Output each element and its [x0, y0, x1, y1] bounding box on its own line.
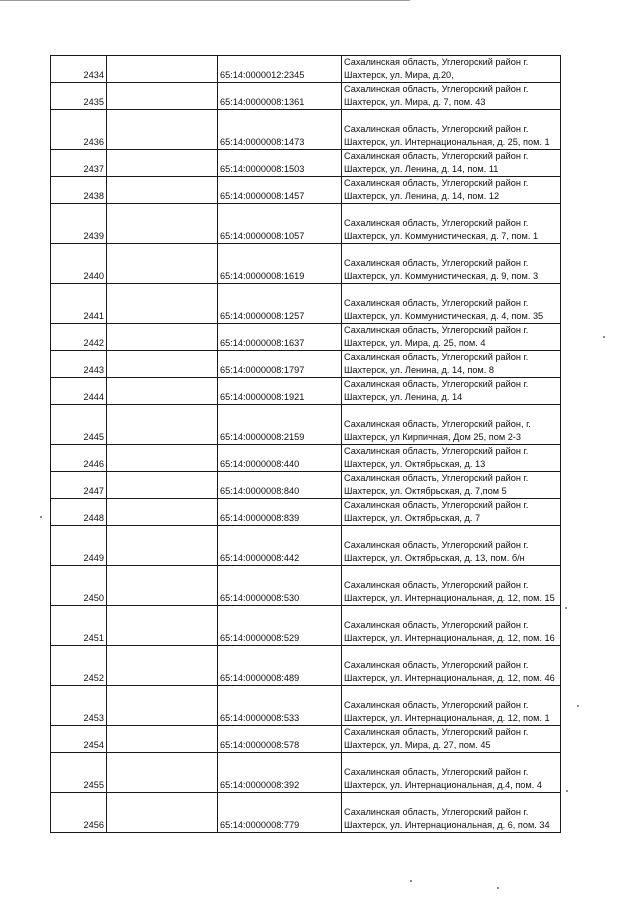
cadastral-number: 65:14:0000008:1057: [218, 204, 342, 244]
row-number: 2448: [51, 499, 107, 526]
table-row: [51, 378, 561, 405]
row-number: 2440: [51, 244, 107, 284]
address-cell: Сахалинская область, Углегорский район, г. Шахтерск, ул Кирпичная, Дом 25, пом 2-3: [342, 405, 561, 445]
address-cell: Сахалинская область, Углегорский район г. Шахтерск, ул. Интернациональная, д. 25, пом. 1: [342, 110, 561, 150]
table-row: [51, 686, 561, 726]
empty-cell: [107, 83, 218, 110]
address-cell: Сахалинская область, Углегорский район г. Шахтерск, ул. Коммунистическая, д. 7, пом. 1: [342, 204, 561, 244]
address-cell: Сахалинская область, Углегорский район г. Шахтерск, ул. Ленина, д. 14, пом. 8: [342, 351, 561, 378]
empty-cell: [107, 726, 218, 753]
empty-cell: [107, 606, 218, 646]
scan-speck: [603, 336, 605, 338]
address-cell: Сахалинская область, Углегорский район г. Шахтерск, ул. Интернациональная, д. 6, пом. 34: [342, 793, 561, 833]
empty-cell: [107, 445, 218, 472]
table-row: [51, 445, 561, 472]
empty-cell: [107, 646, 218, 686]
row-number: 2451: [51, 606, 107, 646]
address-cell: Сахалинская область, Углегорский район г. Шахтерск, ул. Интернациональная, д. 12, пом. 15: [342, 566, 561, 606]
table-row: [51, 405, 561, 445]
scan-top-rule: [0, 0, 410, 1]
table-row: [51, 526, 561, 566]
table-row: [51, 56, 561, 83]
table-row: [51, 753, 561, 793]
cadastral-number: 65:14:0000008:1797: [218, 351, 342, 378]
row-number: 2452: [51, 646, 107, 686]
empty-cell: [107, 686, 218, 726]
cadastral-number: 65:14:0000008:578: [218, 726, 342, 753]
row-number: 2434: [51, 56, 107, 83]
address-cell: Сахалинская область, Углегорский район г. Шахтерск, ул. Интернациональная, д. 12, пом. 16: [342, 606, 561, 646]
address-cell: Сахалинская область, Углегорский район г. Шахтерск, ул. Ленина, д. 14: [342, 378, 561, 405]
address-cell: Сахалинская область, Углегорский район г. Шахтерск, ул. Мира, д. 7, пом. 43: [342, 83, 561, 110]
row-number: 2449: [51, 526, 107, 566]
table-row: [51, 324, 561, 351]
cadastral-number: 65:14:0000008:529: [218, 606, 342, 646]
empty-cell: [107, 204, 218, 244]
row-number: 2454: [51, 726, 107, 753]
address-cell: Сахалинская область, Углегорский район г. Шахтерск, ул. Октябрьская, д. 7: [342, 499, 561, 526]
table-row: [51, 726, 561, 753]
address-cell: Сахалинская область, Углегорский район г. Шахтерск, ул. Ленина, д. 14, пом. 12: [342, 177, 561, 204]
cadastral-number: 65:14:0000008:1473: [218, 110, 342, 150]
empty-cell: [107, 793, 218, 833]
address-cell: Сахалинская область, Углегорский район г. Шахтерск, ул. Интернациональная, д. 12, пом. 46: [342, 646, 561, 686]
cadastral-number: 65:14:0000008:779: [218, 793, 342, 833]
table-row: [51, 110, 561, 150]
row-number: 2446: [51, 445, 107, 472]
address-cell: Сахалинская область, Углегорский район г. Шахтерск, ул. Коммунистическая, д. 4, пом. 35: [342, 284, 561, 324]
table-row: [51, 351, 561, 378]
empty-cell: [107, 177, 218, 204]
table-row: [51, 150, 561, 177]
empty-cell: [107, 472, 218, 499]
table-row: [51, 606, 561, 646]
scan-speck: [497, 887, 499, 889]
table-row: [51, 284, 561, 324]
empty-cell: [107, 499, 218, 526]
empty-cell: [107, 378, 218, 405]
row-number: 2437: [51, 150, 107, 177]
address-cell: Сахалинская область, Углегорский район г. Шахтерск, ул. Мира, д. 27, пом. 45: [342, 726, 561, 753]
scan-speck: [40, 516, 42, 518]
table-row: [51, 472, 561, 499]
table-row: [51, 499, 561, 526]
row-number: 2447: [51, 472, 107, 499]
empty-cell: [107, 150, 218, 177]
empty-cell: [107, 351, 218, 378]
row-number: 2436: [51, 110, 107, 150]
row-number: 2443: [51, 351, 107, 378]
cadastral-number: 65:14:0000008:1503: [218, 150, 342, 177]
address-cell: Сахалинская область, Углегорский район г. Шахтерск, ул. Октябрьская, д. 13: [342, 445, 561, 472]
row-number: 2441: [51, 284, 107, 324]
row-number: 2438: [51, 177, 107, 204]
address-cell: Сахалинская область, Углегорский район г. Шахтерск, ул. Интернациональная, д.4, пом. 4: [342, 753, 561, 793]
empty-cell: [107, 56, 218, 83]
table-row: [51, 646, 561, 686]
cadastral-number: 65:14:0000008:840: [218, 472, 342, 499]
row-number: 2456: [51, 793, 107, 833]
cadastral-number: 65:14:0000008:440: [218, 445, 342, 472]
empty-cell: [107, 110, 218, 150]
row-number: 2453: [51, 686, 107, 726]
row-number: 2455: [51, 753, 107, 793]
cadastral-number: 65:14:0000008:1619: [218, 244, 342, 284]
cadastral-number: 65:14:0000008:1637: [218, 324, 342, 351]
cadastral-number: 65:14:0000008:1921: [218, 378, 342, 405]
table-row: [51, 83, 561, 110]
table-row: [51, 566, 561, 606]
address-cell: Сахалинская область, Углегорский район г. Шахтерск, ул. Коммунистическая, д. 9, пом. 3: [342, 244, 561, 284]
scan-speck: [577, 705, 579, 707]
row-number: 2442: [51, 324, 107, 351]
row-number: 2439: [51, 204, 107, 244]
table-row: [51, 177, 561, 204]
row-number: 2445: [51, 405, 107, 445]
address-cell: Сахалинская область, Углегорский район г. Шахтерск, ул. Интернациональная, д. 12, пом. 1: [342, 686, 561, 726]
cadastral-number: 65:14:0000008:392: [218, 753, 342, 793]
cadastral-number: 65:14:0000008:1361: [218, 83, 342, 110]
row-number: 2450: [51, 566, 107, 606]
address-cell: Сахалинская область, Углегорский район г. Шахтерск, ул. Ленина, д. 14, пом. 11: [342, 150, 561, 177]
property-registry-table: [50, 55, 561, 833]
empty-cell: [107, 566, 218, 606]
scan-speck: [566, 790, 568, 792]
address-cell: Сахалинская область, Углегорский район г. Шахтерск, ул. Октябрьская, д. 7,пом 5: [342, 472, 561, 499]
cadastral-number: 65:14:0000008:839: [218, 499, 342, 526]
table-row: [51, 244, 561, 284]
cadastral-number: 65:14:0000008:533: [218, 686, 342, 726]
cadastral-number: 65:14:0000008:2159: [218, 405, 342, 445]
empty-cell: [107, 284, 218, 324]
cadastral-number: 65:14:0000008:1457: [218, 177, 342, 204]
scan-speck: [410, 880, 412, 882]
cadastral-number: 65:14:0000008:442: [218, 526, 342, 566]
table-row: [51, 204, 561, 244]
address-cell: Сахалинская область, Углегорский район г. Шахтерск, ул. Мира, д.20,: [342, 56, 561, 83]
empty-cell: [107, 526, 218, 566]
empty-cell: [107, 405, 218, 445]
cadastral-number: 65:14:0000008:489: [218, 646, 342, 686]
row-number: 2444: [51, 378, 107, 405]
scan-speck: [565, 607, 567, 609]
row-number: 2435: [51, 83, 107, 110]
registry-body: [51, 56, 561, 833]
cadastral-number: 65:14:0000012:2345: [218, 56, 342, 83]
address-cell: Сахалинская область, Углегорский район г. Шахтерск, ул. Мира, д. 25, пом. 4: [342, 324, 561, 351]
cadastral-number: 65:14:0000008:1257: [218, 284, 342, 324]
cadastral-number: 65:14:0000008:530: [218, 566, 342, 606]
empty-cell: [107, 753, 218, 793]
table-row: [51, 793, 561, 833]
address-cell: Сахалинская область, Углегорский район г. Шахтерск, ул. Октябрьская, д. 13, пом. б/н: [342, 526, 561, 566]
empty-cell: [107, 324, 218, 351]
empty-cell: [107, 244, 218, 284]
